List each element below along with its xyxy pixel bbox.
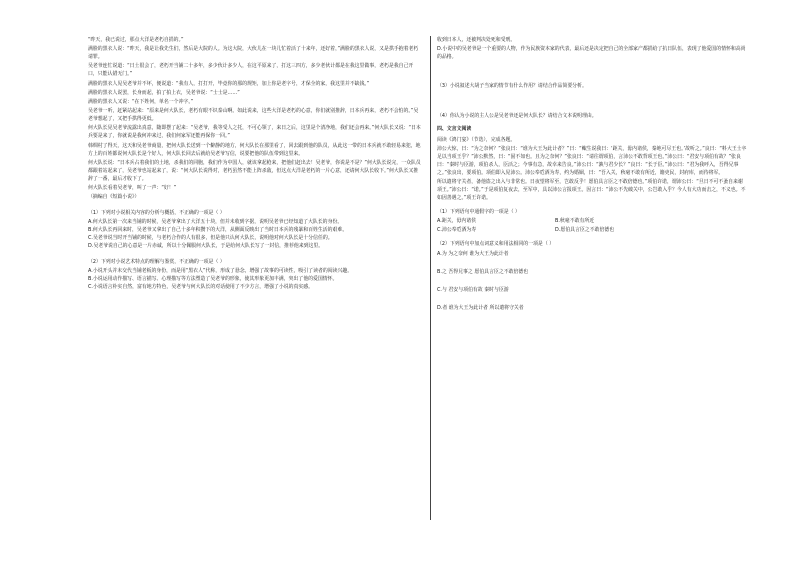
question-2-option-d: D.小说中的吴老爷是一个重要的人物，作为民族资本家的代表，最后还是决定把自己的全部家产都捐给了抗日队伍，表现了他爱国的情怀和高尚的品格。	[437, 46, 746, 61]
question-4-stem: （4）你认为小说的主人公是吴老爷还是何大队长？请结合文本说明理由。	[437, 112, 597, 119]
passage-paragraph: 沛公大惊，曰：“为之奈何？”张良曰：“谁为大王为此计者？”曰：“鲰生说我曰：‘距关，毋内诸侯，秦地可尽王也。’故听之。”良曰：“料大王士卒足以当项王乎？”沛公默然，曰：“固不如也。且为之奈何？”张良曰：“请往谓项伯，言沛公不敢背项王也。”沛公曰：“君安与项伯有故？”张良曰：“秦时与臣游，项伯杀人，臣活之；今事有急，故幸来告良。”沛公曰：“孰与君少长？”良曰：“长于臣。”沛公曰：“君为我呼入，吾得兄事之。”张良出，要项伯。项伯即入见沛公。沛公奉卮酒为寿，约为婚姻，曰：“吾入关，秋毫不敢有所近，籍吏民，封府库，而待将军。	[437, 145, 747, 176]
left-column	[88, 36, 423, 291]
story-paragraph: 何大队长见吴老爷流露出真意，随即摆了起来：“吴老爷，我等受人之托，不可心领了，来日之后，这里是个清净地，我们还会再来。”何大队长又说：“日本兵要是来了，你就说是我何冲来过，我们何家军还能再保你一回。”	[88, 125, 421, 140]
question-6-option-c: C.与 君安与项伯有故 秦时与臣游	[437, 287, 509, 294]
question-1-option-a: A.何大队长第一次来当铺的时候，吴老爷拿出了大洋五十块，但并未收到字据，说明吴老爷已经知道了大队长的身份。	[88, 219, 343, 226]
question-5-option-a: A.距关，毋内诸侯	[437, 218, 477, 225]
question-6-option-b: B.之 吾得兄事之 愿伯具言臣之不敢倍德也	[437, 269, 529, 276]
question-5-option-c: C.沛公奉卮酒为寿	[437, 227, 477, 234]
story-paragraph: “昨天，我已说过，那点大洋是老朽自捐的。”	[88, 37, 184, 43]
question-2-option-a: A.小说开头并未交代当铺老板的身份，而是用“黑衣人”代称，形成了悬念，增强了故事的可读性，吸引了读者的阅读兴趣。	[88, 268, 353, 275]
question-6-option-d: D.者 谁为大王为此计者 所以遣将守关者	[437, 305, 524, 312]
section-heading: 四、文言文阅读	[437, 125, 472, 132]
question-1-option-d: D.吴老爷说自己的心意是一片赤诚，所以十分佩服何大队长，于是给何大队长写了一封信，推荐他来到这里。	[88, 243, 324, 250]
story-paragraph: 何大队长说：“日本兵占着我们的土地，杀我们的同胞，我们作为中国人，就该拿起枪来，把他们赶出去！吴老爷，你说是不是？”何大队长说完，一众队员都跟着站起来了，吴老爷也站起来了，说：“何大队长说得对，老朽虽然不能上阵杀敌，但这点大洋是老朽的一片心意，还请何大队长收下。”何大队长又推辞了一番，最后才收下了。	[88, 159, 421, 182]
continuation-line: 收到日本人，还被判决处死和受刑。	[437, 37, 516, 43]
story-paragraph: 韩绸村了得天，这天和吴老爷商量，把何大队长送到一个僻静的地方，何大队长在那里看了，回去跟到他的队员，从此这一带的日本兵就不敢轻易来犯，地方上的百姓都说何大队长是个好人，何大队长回去后就给吴老爷写信，说要把他的队伍带到这里来。	[88, 142, 421, 157]
story-paragraph: 吴老爷一听，赶紧站起来：“原来是何大队长，老朽有眼不识泰山啊。如此说来，这些大洋是老朽的心意，你们就别推辞，日本兵再来，老朽不会怕的。”吴老爷想起了，又把手拱得更低。	[88, 108, 419, 123]
question-1-option-b: B.何大队长再回来时，吴老爷又拿出了自己十多年积攒下的大洋，从侧面反映出了当时日本兵的残暴和百姓生活的艰难。	[88, 227, 348, 234]
question-5-option-b: B.秋毫不敢有所近	[555, 218, 595, 225]
story-paragraph: 何大队长看着吴老爷，叫了一声：“好！”	[88, 184, 177, 191]
spacer	[437, 92, 747, 112]
column-divider	[430, 36, 431, 520]
passage-intro: 阅读《鸿门宴》（节选），完成各题。	[437, 136, 516, 143]
right-column	[437, 36, 747, 322]
question-2-stem: （2）下列对小说艺术特点的理解与鉴赏，不正确的一项是（ ）	[88, 259, 225, 266]
question-5-option-d: D.愿伯具言臣之不敢倍德也	[555, 227, 615, 234]
question-6-stem: （2）下列语句中加点词意义和用法相同的一项是（ ）	[437, 241, 555, 248]
question-3-stem: （3）小说叙述大胡子当家的情节有什么作用？请结合作品简要分析。	[437, 83, 587, 90]
question-5-stem: （1）下列语句中通假字的一项是（ ）	[437, 208, 520, 215]
story-paragraph: 吴老爷连忙说道：“日土很会了，老朽开当铺二十多年，多少伙计多少人，在这平原来了，打这三四方，多少老伙计都是在我这里做事，老朽是我自己开口，只能认错无门。”	[88, 63, 414, 78]
spacer	[437, 62, 747, 82]
story-source: （摘编自《短篇小说》）	[88, 194, 140, 201]
story-paragraph: 满脸的黑衣人见吴老爷并不坏，便说道：“我有人，打打开，毕竟你的那的规矩，加上你是老字号，才保全的家，我这里并不缺钱。”	[88, 80, 370, 87]
passage-paragraph: 所以遣将守关者，备他盗之出入与非常也。日夜望将军至，岂敢反乎！愿伯具言臣之不敢倍德也。”项伯许诺，谓沛公曰：“旦日不可不蚤自来谢项王。”沛公曰：“诺。”于是项伯复夜去，至军中，具以沛公言报项王。因言曰：“沛公不先破关中，公岂敢入乎？今人有大功而击之，不义也。不如因善遇之。”项王许诺。	[437, 178, 746, 201]
story-paragraph: 满脸的黑衣人说罢，长身而起，拍了拍上衣，吴老爷说：“士士是……”	[88, 89, 240, 96]
question-1-stem: （1）下列对小说相关内容的分析与概括，不正确的一项是（ ）	[88, 210, 225, 217]
story-paragraph: 满脸的黑衣人说：“昨天，我是让我先生们，然后是大院的人。为这大院，大伙儿在一块儿忙着活了十来年，还好着，”满脸的黑衣人说，又是拱手抱着老朽请罪。	[88, 46, 419, 61]
story-paragraph: 满脸的黑衣人又说：“在下姓何，单名一个冲字。”	[88, 98, 194, 105]
question-2-option-b: B.小说运用动作描写、语言描写、心理描写等方法塑造了吴老爷的形象，使其形象更加丰满，突出了他的爱国情怀。	[88, 276, 338, 283]
question-6-option-a: A.为 为之奈何 谁为大王为此计者	[437, 251, 509, 258]
question-2-option-c: C.小说语言朴实自然，富有地方特色，吴老爷与何大队长的对话使用了不少方言，增强了小说的真实感。	[88, 284, 314, 291]
question-1-option-c: C.吴老爷说当时开当铺的时候，与老朽合作的人有很多，但是他只认何大队长，说明他对何大队长是十分信任的。	[88, 235, 333, 242]
question-5-options	[437, 217, 747, 234]
